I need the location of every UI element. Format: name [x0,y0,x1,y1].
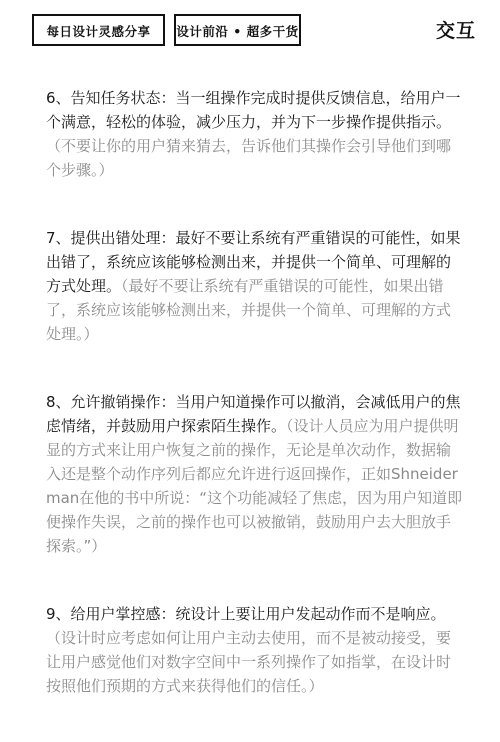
principle-6-note: （不要让你的用户猜来猜去，告诉他们其操作会引导他们到哪个步骤。） [46,137,452,179]
principle-6-text: 6、告知任务状态：当一组操作完成时提供反馈信息，给用户一个满意，轻松的体验，减少压力，并为下一步操作提供指示。 [46,89,461,131]
principle-8-note: （设计人员应为用户提供明显的方式来让用户恢复之前的操作，无论是单次动作，数据输入还是整个动作序列后都应允许进行返回操作，正如Shneiderman在他的书中所说：“这个功能减轻了焦虑，因为用户知道即便操作失误，之前的操作也可以被撤销，鼓励用户去大胆放手探索。”） [46,417,463,555]
principle-8-text: 8、允许撤销操作：当用户知道操作可以撤消，会减低用户的焦虑情绪，并鼓励用户探索陌生操作。 [46,393,461,435]
principle-8-paragraph [46,390,464,558]
principle-9-note: （设计时应考虑如何让用户主动去使用，而不是被动接受，要让用户感觉他们对数字空间中一系列操作了如指掌，在设计时按照他们预期的方式来获得他们的信任。） [46,629,452,695]
design-frontier-tag: 设计前沿 • 超多干货 [174,14,301,46]
principle-7-text: 7、提供出错处理：最好不要让系统有严重错误的可能性，如果出错了，系统应该能够检测出来，并提供一个简单、可理解的方式处理。 [46,229,461,295]
principle-9-paragraph [46,602,464,698]
principle-7-note: （最好不要让系统有严重错误的可能性，如果出错了，系统应该能够检测出来，并提供一个简单、可理解的方式处理。） [46,277,452,343]
header-bar [24,14,476,50]
daily-inspiration-tag: 每日设计灵感分享 [32,14,165,46]
principle-9-section [46,602,464,698]
principle-6-paragraph [46,86,464,182]
principle-6-section [46,86,464,182]
principle-7-paragraph [46,226,464,346]
principle-7-section [46,226,464,346]
brand-title: 交互 [435,20,476,42]
principle-8-section [46,390,464,558]
principle-9-text: 9、给用户掌控感：统设计上要让用户发起动作而不是响应。 [46,605,446,623]
article-body [46,86,464,742]
